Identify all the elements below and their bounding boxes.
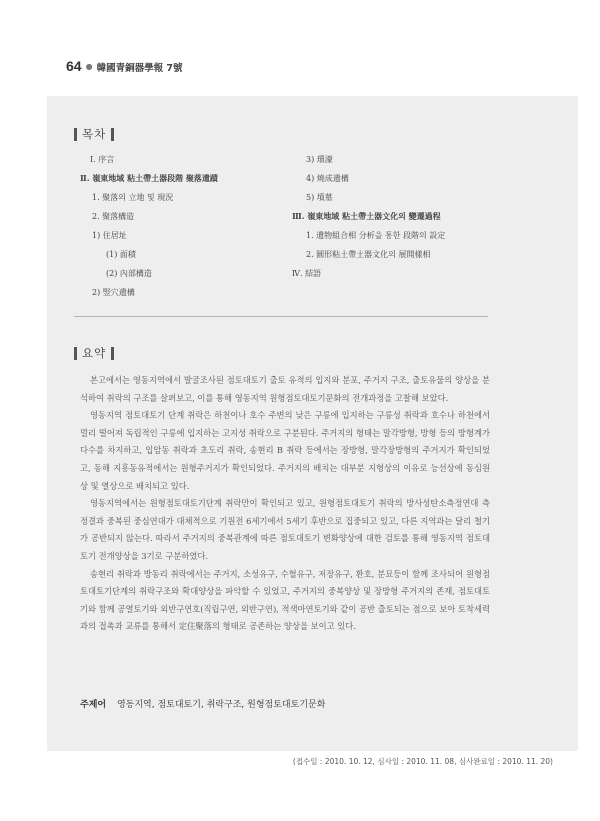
toc-entry[interactable]: 2. 圓形粘土帶土器文化의 展開樣相 [306,250,431,259]
heading-bar-icon [74,347,77,360]
toc-entry[interactable]: (2) 內部構造 [106,269,152,278]
submission-dates: (접수일 : 2010. 10. 12, 심사일 : 2010. 11. 08, 심사완료일 : 2010. 11. 20) [292,757,553,766]
abstract-paragraph: 영동지역에서는 원형점토대토기단계 취락만이 확인되고 있고, 원형점토대토기 취락의 방사성탄소측정연대 측정결과 중복된 중심연대가 대체적으로 기원전 6세기에서 5세기 후반으로 집중되고 있고, 다른 지역과는 달리 철기가 공반되지 않는다. 따라서 주거지의 중복관계에 따른 점토대토기 변화양상에 대한 검토를 통해 영동지역 점토대토기 전개양상을 3기로 구분하였다. [80,498,490,561]
abstract-paragraph: 본고에서는 영동지역에서 발굴조사된 점토대토기 출토 유적의 입지와 분포, 주거지 구조, 출토유물의 양상을 분석하여 취락의 구조를 살펴보고, 이를 통해 영동지역 원형점토대토기문화의 전개과정을 고찰해 보았다. [80,375,490,403]
page-number: 64 [66,58,82,74]
journal-title: 韓國青銅器學報 7號 [96,63,183,74]
running-header [66,58,182,74]
toc-entry[interactable]: 3) 環濠 [306,155,333,164]
abstract-paragraph: 영동지역 점토대토기 단계 취락은 하천이나 호수 주변의 낮은 구릉에 입지하는 구릉성 취락과 호수나 하천에서 멀리 떨어져 독립적인 구릉에 입지하는 고지성 취락으로 구분된다. 주거지의 형태는 말각방형, 방형 등의 방형계가 다수를 차지하고, 입암동 취락과 초도리 취락, 송현리 B 취락 등에서는 장방형, 말각장방형의 주거지가 확인되었고, 동해 지흥동유적에서는 원형주거지가 확인되었다. 주거지의 배치는 대부분 지형상의 이유로 능선상에 동심원상 및 열상으로 배치되고 있다. [80,410,490,491]
abstract-heading [74,345,114,361]
toc-entry[interactable]: 1. 遺物組合相 分析을 통한 段階의 設定 [306,231,446,240]
section-divider [74,316,488,317]
bullet-icon: ● [85,62,93,71]
heading-bar-icon [74,128,77,141]
keywords-label: 주제어 [80,700,107,710]
heading-bar-icon [111,128,114,141]
toc-entry[interactable]: 2. 聚落構造 [92,212,135,221]
abstract-body [80,372,490,636]
keywords-line [80,697,325,710]
abstract-title: 요약 [82,346,107,360]
abstract-paragraph: 송현리 취락과 방동리 취락에서는 주거지, 소성유구, 수혈유구, 저장유구, 환호, 분묘등이 함께 조사되어 원형점토대토기단계의 취락구조와 확대양상을 파악할 수 있었고, 주거지의 중복양상 및 장방형 주거지의 존재, 점토대토기와 함께 공열토기와 외반구연호(직립구연, 외반구연), 적색마연토기와 같이 공반 출토되는 점으로 보아 토착세력과의 접촉과 교류를 통해서 定住聚落의 형태로 공존하는 양상을 보이고 있다. [80,568,490,632]
toc-entry[interactable]: Ⅳ. 結語 [292,269,322,278]
keywords-text: 영동지역, 점토대토기, 취락구조, 원형점토대토기문화 [116,700,326,710]
toc-entry[interactable]: 5) 墳墓 [306,193,333,202]
toc-title: 목차 [82,127,107,141]
toc-entry[interactable]: 1) 住居址 [92,231,127,240]
toc-entry[interactable]: 1. 聚落의 立地 및 現況 [92,193,174,202]
toc-entry[interactable]: 2) 竪穴遺構 [92,288,135,297]
toc-entry[interactable]: 4) 燒成遺構 [306,174,349,183]
toc-entry[interactable]: (1) 面積 [106,250,136,259]
toc-entry[interactable]: Ⅲ. 嶺東地域 粘土帶土器文化의 變遷過程 [292,211,441,221]
heading-bar-icon [111,347,114,360]
toc-entry[interactable]: Ⅰ. 序言 [90,155,115,164]
toc-heading [74,126,114,142]
toc-entry[interactable]: Ⅱ. 嶺東地域 粘土帶土器段階 聚落遺蹟 [80,173,218,183]
